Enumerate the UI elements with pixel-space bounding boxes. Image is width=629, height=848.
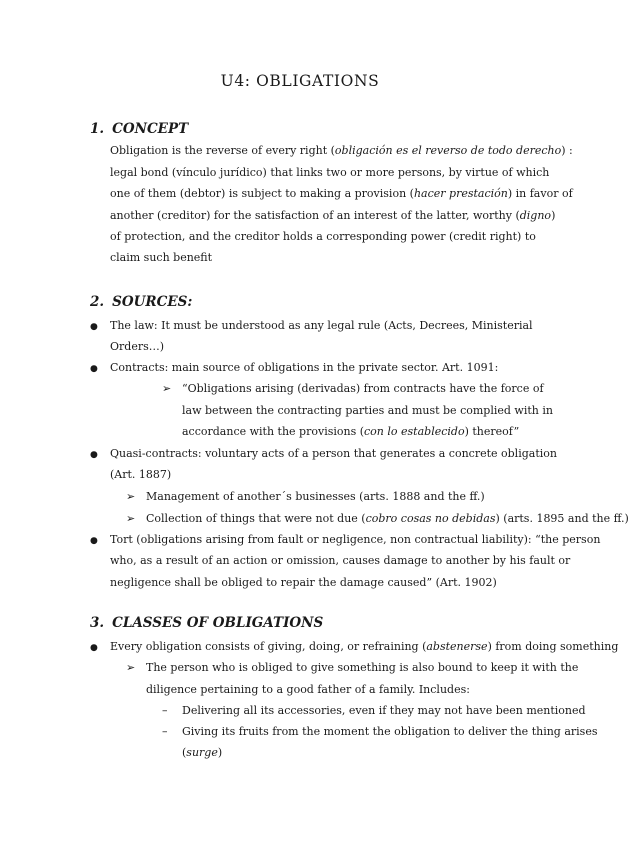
sub-list-item: Collection of things that were not due (cobro cosas no debidas) (arts. 1895 and the ff.) bbox=[146, 512, 629, 525]
bullet-icon: ● bbox=[90, 643, 98, 653]
list-item: Every obligation consists of giving, doing, or refraining (abstenerse) from doing something bbox=[110, 640, 619, 653]
list-item: Tort (obligations arising from fault or negligence, non contractual liability): “the person bbox=[110, 533, 601, 546]
sub-list-item: Management of another´s businesses (arts. 1888 and the ff.) bbox=[146, 490, 485, 503]
paragraph-line: legal bond (vínculo jurídico) that links two or more persons, by virtue of which bbox=[110, 166, 550, 179]
paragraph-line: Obligation is the reverse of every right (obligación es el reverso de todo derecho) : bbox=[110, 144, 573, 157]
sub-sub-list-item-continuation: (surge) bbox=[182, 746, 223, 759]
bullet-icon: ● bbox=[90, 450, 98, 460]
sub-list-item-continuation: diligence pertaining to a good father of a family. Includes: bbox=[146, 683, 470, 696]
list-item: The law: It must be understood as any legal rule (Acts, Decrees, Ministerial bbox=[110, 319, 533, 332]
arrow-bullet-icon: ➢ bbox=[126, 661, 136, 674]
paragraph-line: one of them (debtor) is subject to making a provision (hacer prestación) in favor of bbox=[110, 187, 573, 200]
arrow-bullet-icon: ➢ bbox=[126, 490, 136, 503]
sub-list-item: “Obligations arising (derivadas) from contracts have the force of bbox=[182, 382, 544, 395]
arrow-bullet-icon: ➢ bbox=[162, 382, 172, 395]
paragraph-line: claim such benefit bbox=[110, 251, 213, 264]
sub-list-item-continuation: accordance with the provisions (con lo establecido) thereof” bbox=[182, 425, 520, 438]
section-heading-sources: 2. SOURCES: bbox=[90, 294, 193, 310]
bullet-icon: ● bbox=[90, 364, 98, 374]
sub-list-item: The person who is obliged to give something is also bound to keep it with the bbox=[146, 661, 579, 674]
section-heading-concept: 1. CONCEPT bbox=[90, 121, 189, 137]
bullet-icon: ● bbox=[90, 322, 98, 332]
page-title: U4: OBLIGATIONS bbox=[220, 72, 380, 90]
paragraph-line: of protection, and the creditor holds a corresponding power (credit right) to bbox=[110, 230, 536, 243]
sub-sub-list-item: Giving its fruits from the moment the obligation to deliver the thing arises bbox=[182, 725, 598, 738]
sub-list-item-continuation: law between the contracting parties and must be complied with in bbox=[182, 404, 553, 417]
list-item: Contracts: main source of obligations in the private sector. Art. 1091: bbox=[110, 361, 499, 374]
list-item: Quasi-contracts: voluntary acts of a person that generates a concrete obligation bbox=[110, 447, 557, 460]
arrow-bullet-icon: ➢ bbox=[126, 512, 136, 525]
bullet-icon: ● bbox=[90, 536, 98, 546]
list-item-continuation: (Art. 1887) bbox=[110, 468, 172, 481]
paragraph-line: another (creditor) for the satisfaction of an interest of the latter, worthy (digno) bbox=[110, 209, 556, 222]
dash-bullet-icon: – bbox=[162, 704, 168, 717]
list-item-continuation: who, as a result of an action or omission, causes damage to another by his fault or bbox=[110, 554, 571, 567]
list-item-continuation: negligence shall be obliged to repair the damage caused” (Art. 1902) bbox=[110, 576, 497, 589]
dash-bullet-icon: – bbox=[162, 725, 168, 738]
section-heading-classes: 3. CLASSES OF OBLIGATIONS bbox=[90, 615, 324, 631]
sub-sub-list-item: Delivering all its accessories, even if they may not have been mentioned bbox=[182, 704, 586, 717]
list-item-continuation: Orders…) bbox=[110, 340, 165, 353]
